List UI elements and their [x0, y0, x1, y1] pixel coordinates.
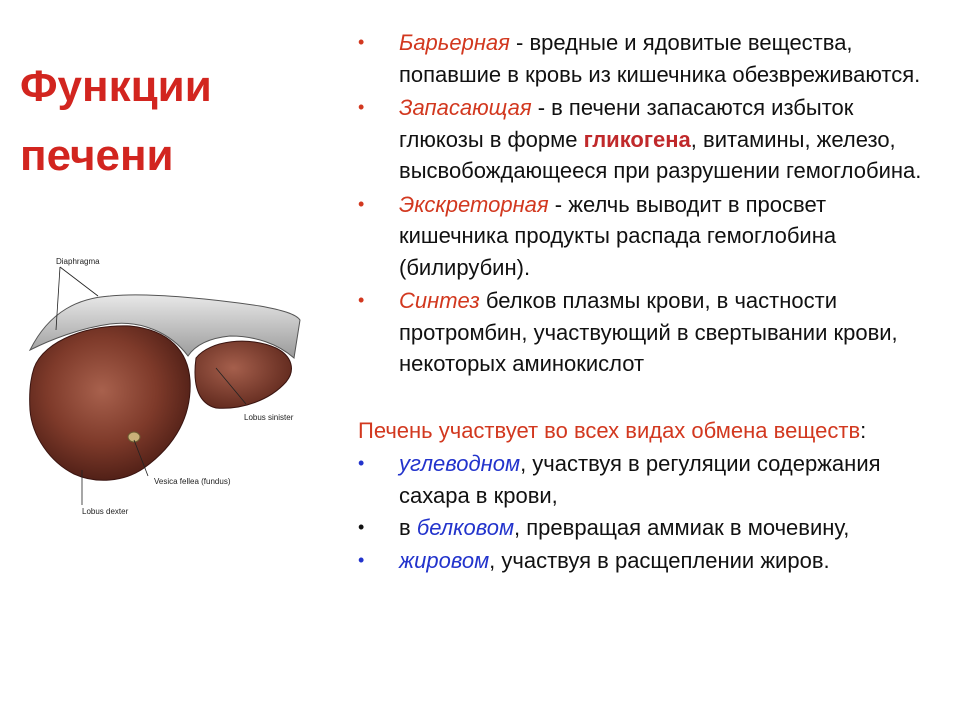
function-text: - вредные и ядовитые вещества, попавшие в кровь из кишечника обезвреживаются. [399, 30, 921, 87]
title-line-2: печени [20, 131, 174, 180]
metabolism-text: , участвуя в расщеплении жиров. [489, 547, 830, 573]
bullet-icon: • [358, 193, 365, 214]
metabolism-item [358, 512, 938, 544]
function-text: , витамины, железо, высвобождающееся при разрушении гемоглобина. [399, 126, 922, 183]
function-term: Барьерная [399, 30, 510, 55]
metabolism-prefix: в [399, 515, 417, 540]
title-line-1: Функции [20, 62, 212, 111]
slide-title [20, 52, 320, 190]
metabolism-item [358, 448, 938, 511]
function-item [358, 27, 938, 90]
function-term: Запасающая [399, 95, 532, 120]
bullet-icon: • [358, 32, 365, 52]
label-vesica-fellea: Vesica fellea (fundus) [154, 477, 231, 486]
metabolism-term: жировом [399, 547, 490, 573]
metabolism-intro-text: Печень участвует во всех видах обмена веществ [358, 417, 861, 443]
metabolism-text: , участвуя в регуляции содержания сахара в крови, [399, 451, 881, 508]
metabolism-item [358, 545, 938, 577]
content-column [358, 27, 938, 577]
function-text: - желчь выводит в просвет кишечника продукты распада гемоглобина (билирубин). [399, 191, 837, 280]
right-lobe-shape [30, 326, 191, 480]
function-item [358, 285, 938, 380]
liver-illustration [20, 240, 316, 544]
function-text: - в печени запасаются избыток глюкозы в форме [399, 95, 854, 152]
glycogen-highlight: гликогена [583, 126, 691, 152]
metabolism-intro-colon: : [860, 417, 867, 443]
label-lobus-sinister: Lobus sinister [244, 413, 294, 422]
metabolism-intro [358, 415, 938, 447]
function-text: белков плазмы крови, в частности протромбин, участвующий в свертывании крови, некоторых аминокислот [399, 288, 898, 376]
label-lobus-dexter: Lobus dexter [82, 507, 129, 516]
function-item [358, 92, 938, 187]
label-diaphragm: Diaphragma [56, 257, 100, 266]
function-item [358, 189, 938, 284]
bullet-icon: • [358, 549, 365, 570]
bullet-icon: • [358, 517, 365, 537]
function-term: Экскреторная [399, 191, 549, 217]
function-term: Синтез [399, 288, 480, 313]
left-lobe-shape [195, 341, 291, 408]
metabolism-term: белковом [416, 515, 515, 540]
bullet-icon: • [358, 290, 365, 310]
metabolism-term: углеводном [399, 451, 521, 476]
metabolism-text: , превращая аммиак в мочевину, [514, 515, 850, 540]
bullet-icon: • [358, 97, 365, 117]
bullet-icon: • [358, 453, 365, 473]
